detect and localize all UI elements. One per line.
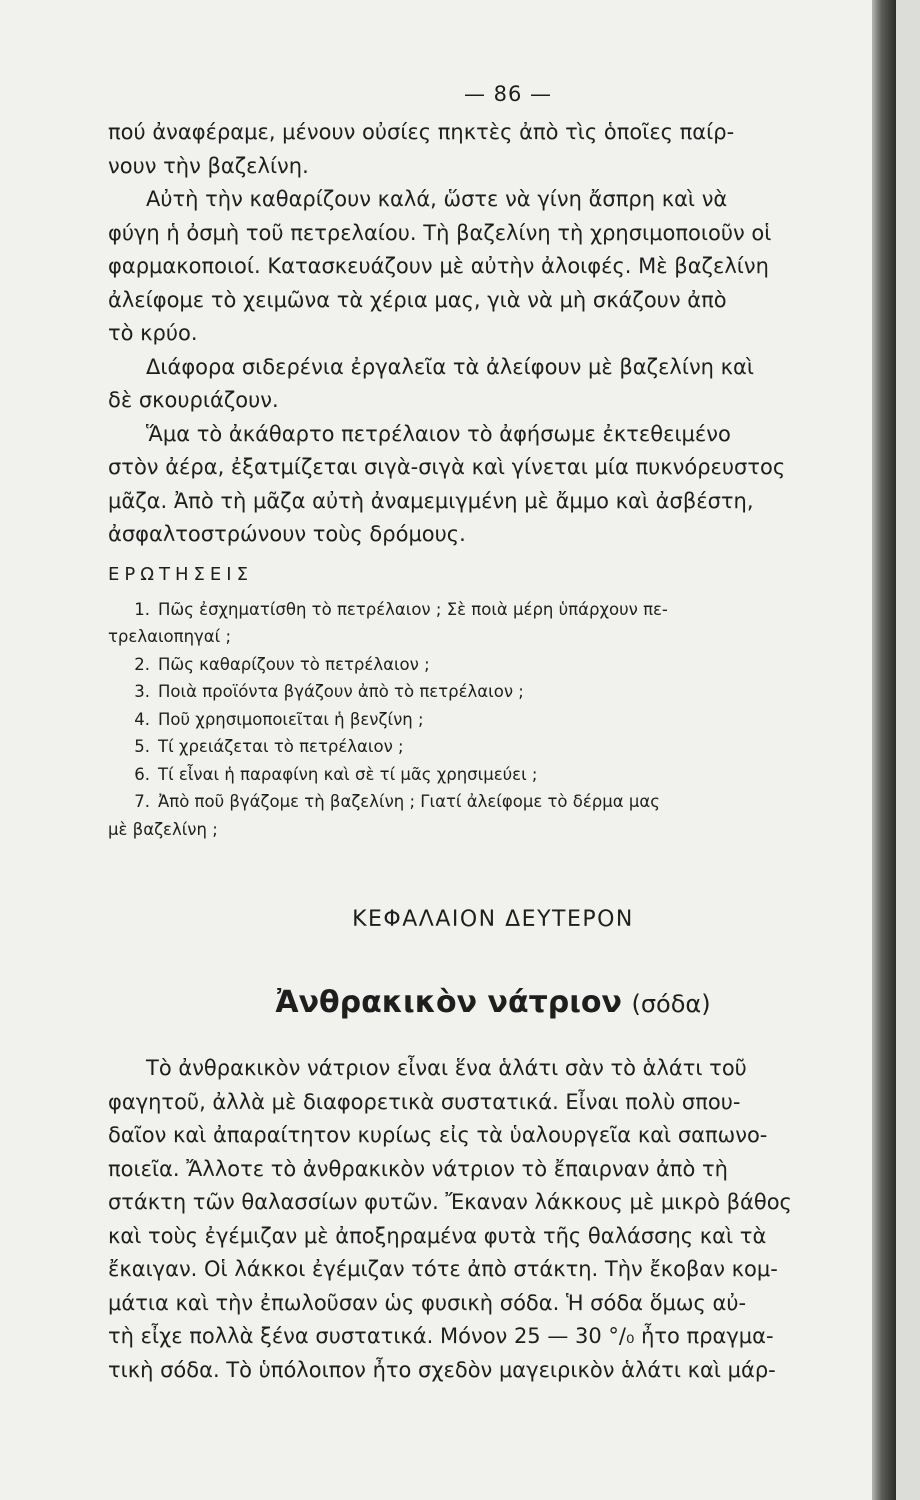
question-item — [108, 706, 878, 734]
paragraph — [108, 116, 878, 183]
question-item — [108, 788, 878, 843]
text-line: μάτια καὶ τὴν ἐπωλοῦσαν ὡς φυσικὴ σόδα. Ἡ σόδα ὅμως αὐ- — [108, 1290, 747, 1315]
text-line: στὸν ἀέρα, ἐξατμίζεται σιγὰ-σιγὰ καὶ γίνεται μία πυκνόρευστος — [108, 455, 786, 479]
question-text: Τί χρειάζεται τὸ πετρέλαιον ; — [158, 737, 404, 756]
question-item — [108, 678, 878, 706]
question-number: 5. — [134, 737, 150, 756]
text-line: ἀλείφομε τὸ χειμῶνα τὰ χέρια μας, γιὰ νὰ μὴ σκάζουν ἀπὸ — [108, 287, 727, 312]
page-content — [108, 82, 878, 1387]
text-line: ποιεῖα. Ἄλλοτε τὸ ἀνθρακικὸν νάτριον τὸ ἔπαιρναν ἀπὸ τὴ — [108, 1156, 728, 1181]
text-line: τὴ εἶχε πολλὰ ξένα συστατικά. Μόνον 25 — 30 °/₀ ἦτο πραγμα- — [108, 1324, 774, 1348]
text-line: τικὴ σόδα. Τὸ ὑπόλοιπον ἦτο σχεδὸν μαγειρικὸν ἁλάτι καὶ μάρ- — [108, 1357, 776, 1382]
question-text: Ποῦ χρησιμοποιεῖται ἡ βενζίνη ; — [158, 709, 424, 729]
text-line: Τὸ ἀνθρακικὸν νάτριον εἶναι ἕνα ἁλάτι σὰν τὸ ἁλάτι τοῦ — [146, 1056, 747, 1080]
question-text: Τί εἶναι ἡ παραφίνη καὶ σὲ τί μᾶς χρησιμεύει ; — [158, 764, 538, 784]
question-number: 7. — [134, 792, 150, 811]
lesson-title: Ἀνθρακικὸν νάτριον — [275, 985, 622, 1020]
text-line: φαρμακοποιοί. Κατασκευάζουν μὲ αὐτὴν ἀλοιφές. Μὲ βαζελίνη — [108, 254, 769, 278]
text-line: ἀσφαλτοστρώνουν τοὺς δρόμους. — [108, 522, 466, 546]
text-line: ἔκαιγαν. Οἱ λάκκοι ἐγέμιζαν τότε ἀπὸ στάκτη. Τὴν ἔκοβαν κομ- — [108, 1257, 778, 1281]
lesson-title-block — [108, 983, 878, 1024]
question-number: 6. — [134, 764, 150, 784]
question-number: 1. — [134, 599, 150, 619]
question-item — [108, 733, 878, 761]
question-text: Ἀπὸ ποῦ βγάζομε τὴ βαζελίνη ; Γιατί ἀλείφομε τὸ δέρμα μας — [158, 792, 660, 811]
lesson-body — [108, 1052, 878, 1387]
question-text: τρελαιοπηγαί ; — [108, 627, 232, 646]
question-number: 2. — [134, 654, 150, 674]
paragraph — [108, 418, 878, 552]
question-item — [108, 651, 878, 679]
paragraph — [108, 183, 878, 351]
text-line: Διάφορα σιδερένια ἐργαλεῖα τὰ ἀλείφουν μὲ βαζελίνη καὶ — [146, 354, 754, 379]
question-text: μὲ βαζελίνη ; — [108, 819, 218, 839]
text-line: δὲ σκουριάζουν. — [108, 388, 279, 412]
text-line: μᾶζα. Ἀπὸ τὴ μᾶζα αὐτὴ ἀναμεμιγμένη μὲ ἄμμο καὶ ἀσβέστη, — [108, 488, 754, 513]
lesson-subtitle: (σόδα) — [631, 990, 711, 1018]
text-line: καὶ τοὺς ἐγέμιζαν μὲ ἀποξηραμένα φυτὰ τῆς θαλάσσης καὶ τὰ — [108, 1223, 767, 1248]
text-line: φύγη ἡ ὀσμὴ τοῦ πετρελαίου. Τὴ βαζελίνη τὴ χρησιμοποιοῦν οἱ — [108, 220, 772, 245]
question-text: Ποιὰ προϊόντα βγάζουν ἀπὸ τὸ πετρέλαιον ; — [158, 682, 524, 701]
question-item — [108, 761, 878, 789]
question-text: Πῶς ἐσχηματίσθη τὸ πετρέλαιον ; Σὲ ποιὰ μέρη ὑπάρχουν πε- — [158, 599, 668, 619]
question-text: Πῶς καθαρίζουν τὸ πετρέλαιον ; — [158, 654, 430, 674]
questions-heading: ΕΡΩΤΗΣΕΙΣ — [108, 563, 253, 585]
questions-list — [108, 596, 878, 844]
text-line: Ἅμα τὸ ἀκάθαρτο πετρέλαιον τὸ ἀφήσωμε ἐκτεθειμένο — [146, 421, 731, 446]
text-line: στάκτη τῶν θαλασσίων φυτῶν. Ἔκαναν λάκκους μὲ μικρὸ βάθος — [108, 1190, 792, 1214]
paragraph — [108, 351, 878, 418]
text-line: πού ἀναφέραμε, μένουν οὐσίες πηκτὲς ἀπὸ τὶς ὁποῖες παίρ- — [108, 120, 735, 144]
chapter-heading: ΚΕΦΑΛΑΙΟΝ ΔΕΥΤΕΡΟΝ — [352, 907, 634, 932]
question-item — [108, 596, 878, 651]
text-line: Αὐτὴ τὴν καθαρίζουν καλά, ὥστε νὰ γίνη ἄσπρη καὶ νὰ — [146, 187, 728, 211]
question-number: 3. — [134, 682, 150, 701]
text-line: φαγητοῦ, ἀλλὰ μὲ διαφορετικὰ συστατικά. Εἶναι πολὺ σπου- — [108, 1089, 741, 1114]
text-line: δαῖον καὶ ἀπαραίτητον κυρίως εἰς τὰ ὑαλουργεῖα καὶ σαπωνο- — [108, 1123, 768, 1147]
text-line: νουν τὴν βαζελίνη. — [108, 153, 309, 178]
text-line: τὸ κρύο. — [108, 321, 198, 345]
question-number: 4. — [134, 709, 150, 729]
page-number: — 86 — — [463, 82, 553, 106]
